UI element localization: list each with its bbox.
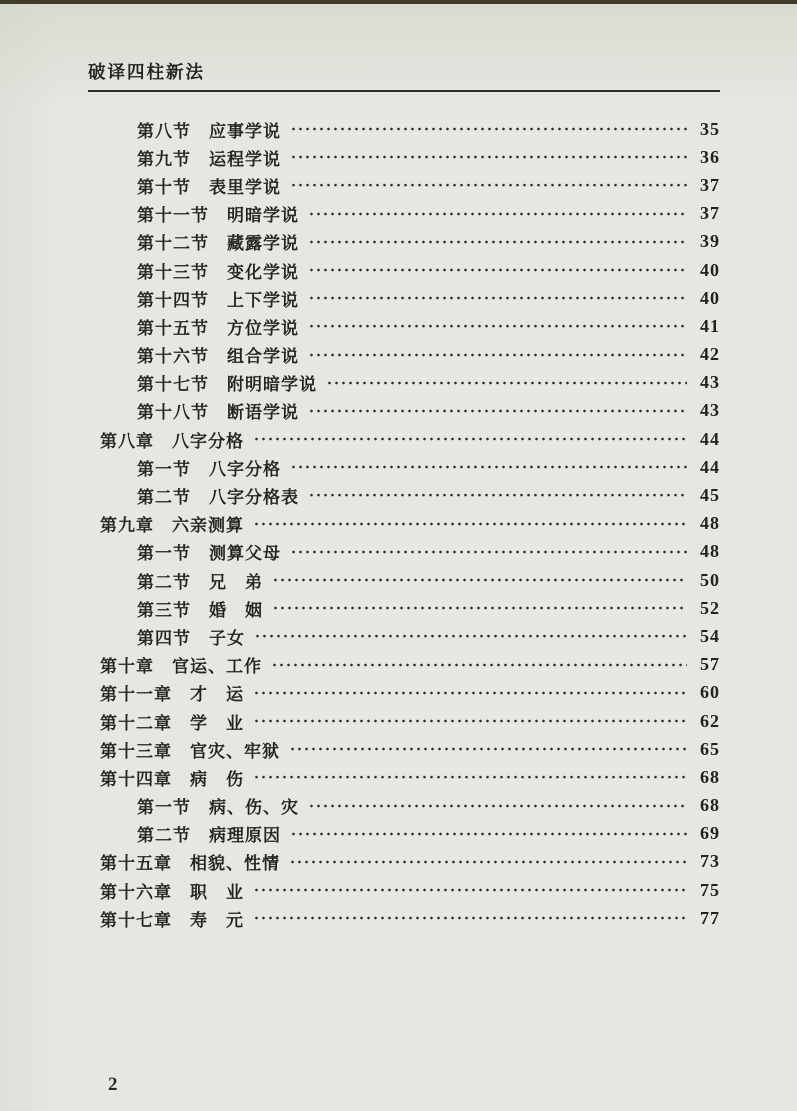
toc-entry-label: 第十二章 学 业 (100, 713, 244, 733)
toc-entry-page: 57 (700, 654, 720, 675)
toc-entry (0, 256, 720, 284)
toc-entry (0, 679, 720, 707)
toc-entry-label: 第十三章 官灾、牢狱 (100, 741, 280, 761)
toc-entry-page: 52 (700, 597, 720, 618)
dot-leader (308, 397, 687, 425)
dot-leader (289, 848, 687, 876)
toc-entry (0, 651, 720, 679)
toc-entry-page: 77 (700, 907, 720, 928)
toc-entry-page: 39 (700, 231, 720, 252)
toc-entry (0, 312, 720, 340)
toc-entry-page: 43 (700, 372, 720, 393)
toc-entry (0, 876, 720, 904)
toc-entry (0, 566, 720, 594)
toc-entry-label: 第十七节 附明暗学说 (137, 375, 317, 395)
toc-entry (0, 735, 720, 763)
toc-entry (0, 143, 720, 171)
toc-entry-label: 第十四章 病 伤 (100, 769, 244, 789)
toc-entry (0, 707, 720, 735)
header-rule (88, 90, 720, 92)
dot-leader (290, 820, 687, 848)
page-number: 2 (108, 1074, 118, 1095)
dot-leader (253, 679, 687, 707)
dot-leader (290, 115, 687, 143)
dot-leader (271, 651, 687, 679)
dot-leader (290, 171, 687, 199)
toc-entry-page: 44 (700, 428, 720, 449)
toc-entry-label: 第十五节 方位学说 (137, 318, 299, 338)
toc-entry-page: 41 (700, 315, 720, 336)
dot-leader (254, 622, 687, 650)
dot-leader (308, 481, 687, 509)
toc-entry (0, 820, 720, 848)
toc-entry-label: 第一节 测算父母 (137, 544, 281, 564)
toc-entry-label: 第十八节 断语学说 (137, 403, 299, 423)
toc-entry-label: 第十六节 组合学说 (137, 347, 299, 367)
toc-entry-label: 第十四节 上下学说 (137, 290, 299, 310)
toc-entry-page: 48 (700, 541, 720, 562)
toc-entry (0, 763, 720, 791)
toc-entry-page: 69 (700, 823, 720, 844)
toc-entry (0, 228, 720, 256)
toc-entry-page: 62 (700, 710, 720, 731)
dot-leader (326, 369, 687, 397)
toc-entry-label: 第二节 兄 弟 (137, 572, 263, 592)
dot-leader (308, 312, 687, 340)
toc-entry (0, 481, 720, 509)
toc-entry-page: 37 (700, 174, 720, 195)
toc-entry (0, 115, 720, 143)
toc-entry (0, 425, 720, 453)
toc-entry (0, 848, 720, 876)
dot-leader (308, 792, 687, 820)
toc-entry (0, 594, 720, 622)
toc-entry (0, 171, 720, 199)
toc-entry (0, 397, 720, 425)
dot-leader (253, 707, 687, 735)
toc-entry-page: 73 (700, 851, 720, 872)
toc-entry-label: 第十三节 变化学说 (137, 262, 299, 282)
dot-leader (290, 538, 687, 566)
toc-entry-label: 第十一节 明暗学说 (137, 206, 299, 226)
dot-leader (253, 904, 687, 932)
toc-entry-page: 54 (700, 625, 720, 646)
toc-entry (0, 904, 720, 932)
toc-entry-page: 50 (700, 569, 720, 590)
toc-entry-page: 75 (700, 879, 720, 900)
toc-entry-label: 第十节 表里学说 (137, 177, 281, 197)
dot-leader (290, 453, 687, 481)
dot-leader (290, 143, 687, 171)
toc-entry (0, 200, 720, 228)
toc-entry (0, 341, 720, 369)
toc-entry-page: 40 (700, 287, 720, 308)
toc-entry-label: 第十一章 才 运 (100, 685, 244, 705)
dot-leader (272, 566, 687, 594)
toc-entry-label: 第八章 八字分格 (100, 431, 244, 451)
toc-entry-page: 45 (700, 485, 720, 506)
toc-entry-page: 36 (700, 146, 720, 167)
toc-entry (0, 510, 720, 538)
dot-leader (289, 735, 687, 763)
toc-entry-label: 第十五章 相貌、性情 (100, 854, 280, 874)
toc-entry-page: 68 (700, 795, 720, 816)
toc-entry-label: 第十六章 职 业 (100, 882, 244, 902)
dot-leader (308, 256, 687, 284)
toc-entry (0, 622, 720, 650)
toc-entry-page: 48 (700, 513, 720, 534)
toc-entry-label: 第一节 病、伤、灾 (137, 798, 299, 818)
book-title: 破译四柱新法 (88, 62, 205, 82)
dot-leader (308, 228, 687, 256)
toc-entry-page: 68 (700, 766, 720, 787)
toc-entry-page: 44 (700, 456, 720, 477)
dot-leader (308, 284, 687, 312)
toc-entry-label: 第九节 运程学说 (137, 149, 281, 169)
toc-entry-page: 65 (700, 738, 720, 759)
toc-entry-label: 第十章 官运、工作 (100, 657, 262, 677)
toc-entry-label: 第三节 婚 姻 (137, 600, 263, 620)
dot-leader (253, 763, 687, 791)
dot-leader (308, 200, 687, 228)
toc-entry (0, 538, 720, 566)
dot-leader (253, 510, 687, 538)
toc-entry-label: 第二节 八字分格表 (137, 488, 299, 508)
toc-entry-page: 43 (700, 400, 720, 421)
toc-entry-page: 35 (700, 118, 720, 139)
dot-leader (253, 876, 687, 904)
toc-entry-label: 第八节 应事学说 (137, 121, 281, 141)
toc-entry-label: 第二节 病理原因 (137, 826, 281, 846)
toc-entry (0, 369, 720, 397)
toc-entry-label: 第四节 子女 (137, 628, 245, 648)
toc-entry (0, 453, 720, 481)
toc-entry (0, 284, 720, 312)
dot-leader (253, 425, 687, 453)
table-of-contents (0, 115, 720, 932)
toc-entry (0, 792, 720, 820)
toc-entry-page: 42 (700, 344, 720, 365)
toc-entry-page: 40 (700, 259, 720, 280)
toc-entry-page: 60 (700, 682, 720, 703)
running-header (88, 61, 720, 92)
dot-leader (272, 594, 687, 622)
toc-entry-label: 第十七章 寿 元 (100, 910, 244, 930)
scan-top-edge (0, 0, 797, 4)
toc-entry-label: 第十二节 藏露学说 (137, 234, 299, 254)
dot-leader (308, 341, 687, 369)
toc-entry-page: 37 (700, 203, 720, 224)
toc-entry-label: 第九章 六亲测算 (100, 516, 244, 536)
toc-entry-label: 第一节 八字分格 (137, 459, 281, 479)
